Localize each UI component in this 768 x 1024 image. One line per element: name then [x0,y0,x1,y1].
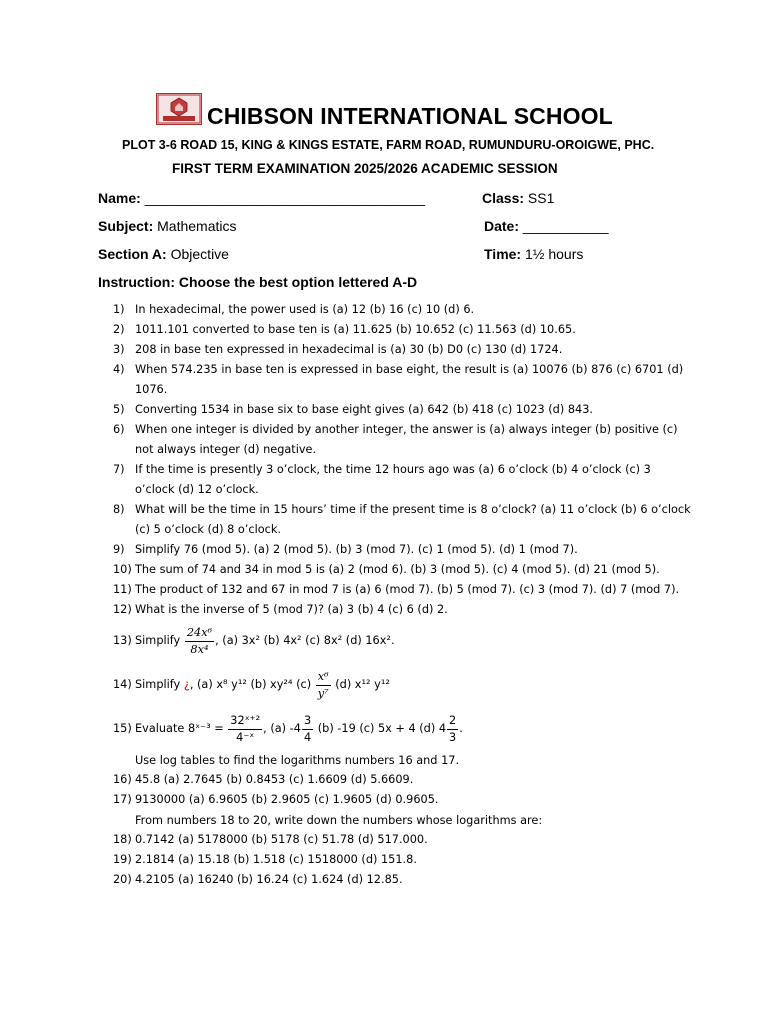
question-text: 9130000 (a) 6.9605 (b) 2.9605 (c) 1.9605 (d) 0.9605. [135,793,439,806]
option-c-label: (c) [296,678,312,691]
option-a: , (a) x⁸ y¹² [189,678,247,691]
question-text: 208 in base ten expressed in hexadecimal is (a) 30 (b) D0 (c) 130 (d) 1724. [135,343,563,356]
date-field [484,218,609,234]
question-item [113,300,693,320]
question-item [113,460,693,500]
question-item [113,420,693,460]
exam-title: FIRST TERM EXAMINATION 2025/2026 ACADEMIC SESSION [172,161,558,176]
question-text: The sum of 74 and 34 in mod 5 is (a) 2 (mod 6). (b) 3 (mod 5). (c) 4 (mod 5). (d) 21 (mod 5). [135,563,660,576]
question-lead: Simplify [135,634,181,647]
question-text: When one integer is divided by another integer, the answer is (a) always integer (b) positive (c) not always integer (d) negative. [135,423,678,456]
section-value: Objective [170,246,229,262]
fraction-denominator: 3 [449,730,457,744]
question-number: 1) [113,303,125,316]
fraction-numerator: 24x⁶ [185,625,214,642]
question-text: Converting 1534 in base six to base eight gives (a) 642 (b) 418 (c) 1023 (d) 843. [135,403,593,416]
option-a-prefix: , (a) -4 [263,722,301,735]
crest-icon [157,94,201,124]
section-label: Section A: [98,246,167,262]
question-item [113,560,693,580]
question-text: What will be the time in 15 hours’ time if the present time is 8 o’clock? (a) 11 o’clock (b) 6 o’clock (c) 5 o’clock (d) 8 o’clock. [135,503,691,536]
date-label: Date: [484,218,520,234]
mixed-fraction [447,713,458,746]
name-field [98,190,425,206]
name-blank: ____________________________________ [144,190,425,206]
question-item [113,320,693,340]
question-lead: Simplify [135,678,181,691]
school-logo [156,93,202,125]
question-item [113,830,693,850]
question-item [113,600,693,620]
question-number: 9) [113,543,125,556]
question-item [113,790,693,810]
option-d: (d) x¹² y¹² [335,678,390,691]
question-text: 45.8 (a) 2.7645 (b) 0.8453 (c) 1.6609 (d) 5.6609. [135,773,414,786]
fraction-denominator: 4⁻ˣ [236,730,255,744]
question-item [113,870,693,890]
question-text: 4.2105 (a) 16240 (b) 16.24 (c) 1.624 (d) 12.85. [135,873,403,886]
fraction-denominator: y⁷ [317,686,329,700]
option-b: (b) xy²⁴ [250,678,293,691]
question-text: What is the inverse of 5 (mod 7)? (a) 3 (b) 4 (c) 6 (d) 2. [135,603,448,616]
question-item-14 [113,668,693,702]
question-options: , (a) 3x² (b) 4x² (c) 8x² (d) 16x². [215,634,395,647]
question-number: 4) [113,363,125,376]
question-text: The product of 132 and 67 in mod 7 is (a) 6 (mod 7). (b) 5 (mod 7). (c) 3 (mod 7). (d) 7 (mod 7). [135,583,680,596]
name-label: Name: [98,190,141,206]
tail: . [459,722,463,735]
question-number: 6) [113,423,125,436]
subject-value: Mathematics [157,218,237,234]
fraction-numerator: 2 [447,713,458,730]
instruction: Instruction: Choose the best option lettered A-D [98,274,418,290]
class-label: Class: [482,190,525,206]
fraction-denominator: 4 [303,730,312,744]
question-number: 17) [113,793,132,806]
section-field [98,246,229,262]
fraction-numerator: 32ˣ⁺² [228,713,262,730]
question-item [113,360,693,400]
question-item [113,850,693,870]
question-text: If the time is presently 3 o’clock, the time 12 hours ago was (a) 6 o’clock (b) 4 o’clock (c) 3 o’clock (d) 12 o’clock. [135,463,651,496]
options-rest: (b) -19 (c) 5x + 4 (d) 4 [317,722,447,735]
class-field [482,190,554,206]
subject-label: Subject: [98,218,154,234]
question-text: In hexadecimal, the power used is (a) 12 (b) 16 (c) 10 (d) 6. [135,303,475,316]
question-number: 15) [113,722,132,735]
question-number: 8) [113,503,125,516]
question-text: When 574.235 in base ten is expressed in base eight, the result is (a) 10076 (b) 876 (c) 6701 (d) 1076. [135,363,684,396]
subject-field [98,218,236,234]
question-item [113,340,693,360]
question-item-13 [113,624,693,658]
question-text: Simplify 76 (mod 5). (a) 2 (mod 5). (b) 3 (mod 7). (c) 1 (mod 5). (d) 1 (mod 7). [135,543,578,556]
question-item [113,500,693,540]
fraction [185,625,214,658]
question-number: 11) [113,583,132,596]
fraction [228,713,262,746]
question-number: 10) [113,563,132,576]
question-number: 14) [113,678,132,691]
class-value: SS1 [527,190,555,206]
question-item [113,540,693,560]
school-name: CHIBSON INTERNATIONAL SCHOOL [207,103,613,129]
question-number: 19) [113,853,132,866]
question-number: 20) [113,873,132,886]
fraction [316,669,331,702]
question-text: 0.7142 (a) 5178000 (b) 5178 (c) 51.78 (d) 517.000. [135,833,428,846]
time-field [484,246,583,262]
question-number: 13) [113,634,132,647]
question-number: 12) [113,603,132,616]
question-item-15 [113,712,693,746]
question-number: 3) [113,343,125,356]
fraction-numerator: 3 [302,713,313,730]
antilog-note: From numbers 18 to 20, write down the numbers whose logarithms are: [135,814,543,827]
question-item [113,400,693,420]
question-number: 18) [113,833,132,846]
question-item [113,770,693,790]
question-lead: Evaluate 8ˣ⁻³ = [135,722,224,735]
time-label: Time: [484,246,522,262]
fraction-denominator: 8x⁴ [190,642,209,656]
time-value: 1½ hours [524,246,584,262]
fraction-numerator: x⁶ [316,669,331,686]
question-number: 16) [113,773,132,786]
question-item [113,580,693,600]
question-number: 5) [113,403,125,416]
school-address: PLOT 3-6 ROAD 15, KING & KINGS ESTATE, FARM ROAD, RUMUNDURU-OROIGWE, PHC. [122,138,655,152]
question-number: 2) [113,323,125,336]
mixed-fraction [302,713,313,746]
question-number: 7) [113,463,125,476]
missing-glyph: ¿ [183,678,190,691]
log-note: Use log tables to find the logarithms numbers 16 and 17. [135,754,460,767]
date-blank: ___________ [522,218,609,234]
question-text: 1011.101 converted to base ten is (a) 11.625 (b) 10.652 (c) 11.563 (d) 10.65. [135,323,576,336]
question-text: 2.1814 (a) 15.18 (b) 1.518 (c) 1518000 (d) 151.8. [135,853,417,866]
